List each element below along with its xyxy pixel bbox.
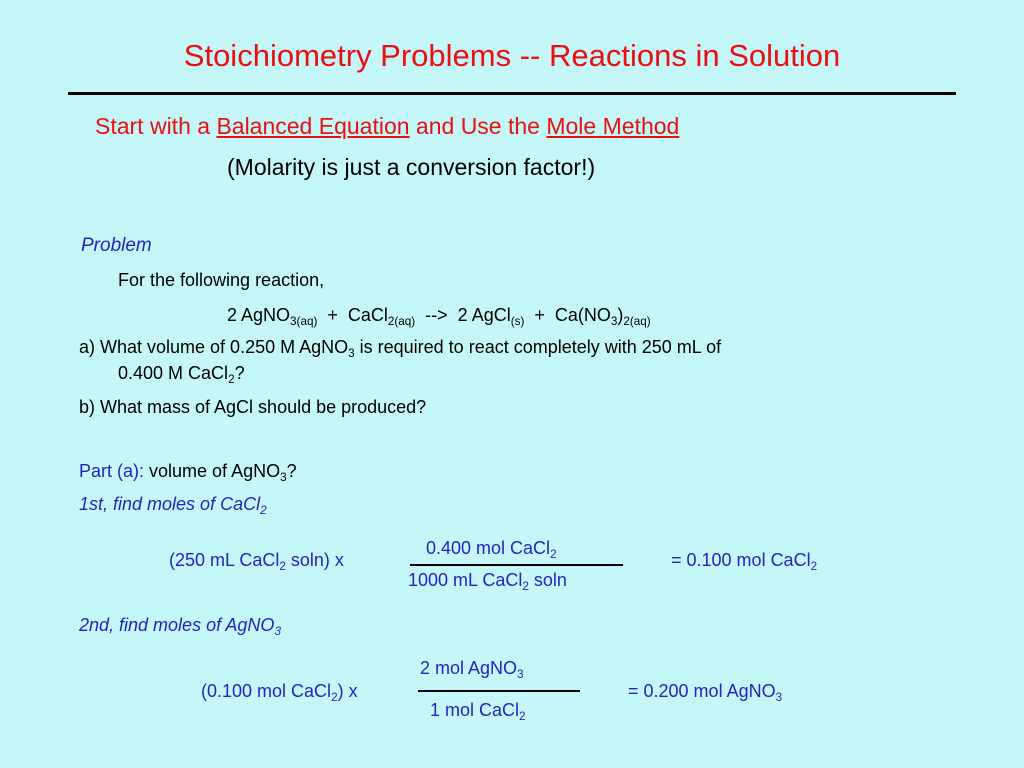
calc1-left-text: soln) x [285, 550, 344, 570]
step2-heading [79, 615, 281, 639]
intro-and-use-text: and Use the [409, 113, 547, 139]
calc2-denominator [430, 700, 526, 724]
reaction-intro: For the following reaction, [118, 270, 325, 290]
intro-line [95, 113, 679, 140]
part-a-line [79, 461, 297, 485]
step2-text: 2nd, find moles of AgNO [79, 615, 275, 635]
problem-heading: Problem [81, 235, 152, 256]
calc2-numerator [420, 658, 524, 682]
calc2-left-sub: 2 [331, 691, 338, 705]
eq-part: + CaCl [317, 305, 388, 325]
part-a-label: Part (a): [79, 461, 145, 481]
qa-sub: 2 [228, 373, 235, 387]
calc2-left [201, 681, 358, 705]
eq-part: 2 AgNO [227, 305, 291, 325]
title-divider [68, 92, 956, 95]
qa-sub: 3 [348, 347, 355, 361]
eq-part: --> 2 AgCl [415, 305, 511, 325]
page-title: Stoichiometry Problems -- Reactions in Solution [183, 38, 841, 73]
calc2-left-text: ) x [337, 681, 358, 701]
calc1-left-sub: 2 [279, 560, 286, 574]
eq-sub: 2(aq) [623, 315, 651, 329]
step1-heading [79, 494, 267, 518]
calc1-num-text: 0.400 mol CaCl [426, 538, 551, 558]
calc1-result-sub: 2 [810, 560, 818, 574]
eq-sub: (s) [510, 315, 525, 329]
qa-text: is required to react completely with 250 mL of [354, 337, 722, 357]
qa-text: a) What volume of 0.250 M AgNO [79, 337, 349, 357]
calc1-left [169, 550, 344, 574]
calc2-fraction-bar [418, 690, 580, 692]
calc1-den-text: 1000 mL CaCl [408, 570, 523, 590]
calc2-result [628, 681, 783, 705]
part-a-text: ? [286, 461, 297, 481]
eq-part: ) [617, 305, 624, 325]
eq-sub: 2(aq) [387, 315, 416, 329]
calc1-denominator [408, 570, 567, 594]
calc1-result [671, 550, 818, 574]
step1-text: 1st, find moles of CaCl [79, 494, 261, 514]
question-b: b) What mass of AgCl should be produced? [79, 397, 427, 417]
calc1-numerator [426, 538, 557, 562]
calc1-num-sub: 2 [550, 548, 557, 562]
calc1-den-sub: 2 [522, 580, 529, 594]
eq-sub: 3(aq) [290, 315, 318, 329]
calc1-fraction-bar [410, 564, 623, 566]
calc2-num-sub: 3 [517, 668, 524, 682]
calc1-result-text: = 0.100 mol CaCl [671, 550, 811, 570]
calc1-left-text: (250 mL CaCl [169, 550, 280, 570]
calc2-den-text: 1 mol CaCl [430, 700, 520, 720]
question-a-line1 [79, 337, 722, 361]
step2-sub: 3 [274, 625, 281, 639]
balanced-equation-text: Balanced Equation [216, 113, 410, 139]
step1-sub: 2 [260, 504, 267, 518]
question-a-line2 [118, 363, 245, 387]
molarity-note: (Molarity is just a conversion factor!) [227, 154, 596, 180]
calc2-result-text: = 0.200 mol AgNO [628, 681, 776, 701]
calc2-result-sub: 3 [775, 691, 783, 705]
calc2-num-text: 2 mol AgNO [420, 658, 518, 678]
calc2-den-sub: 2 [519, 710, 526, 724]
qa-text: ? [234, 363, 245, 383]
part-a-text: volume of AgNO [144, 461, 281, 481]
qa-text: 0.400 M CaCl [118, 363, 229, 383]
mole-method-text: Mole Method [546, 113, 680, 139]
calc1-den-text: soln [528, 570, 567, 590]
eq-sub: 3 [610, 315, 618, 329]
intro-start-text: Start with a [95, 113, 217, 139]
calc2-left-text: (0.100 mol CaCl [201, 681, 332, 701]
part-a-sub: 3 [280, 471, 287, 485]
eq-part: + Ca(NO [524, 305, 611, 325]
balanced-equation [227, 305, 651, 329]
